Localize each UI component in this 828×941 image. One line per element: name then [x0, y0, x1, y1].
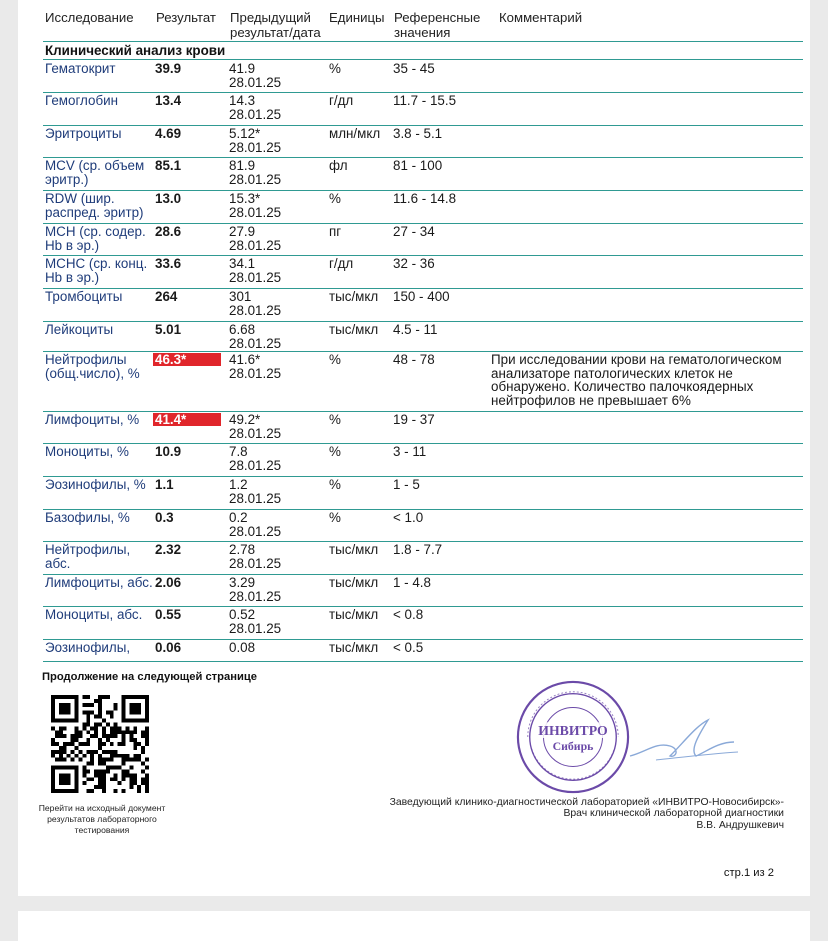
result-value: 0.06 [155, 640, 182, 655]
previous-date: 28.01.25 [229, 171, 282, 187]
test-name: RDW (шир. распред. эритр) [45, 191, 144, 220]
previous-result [229, 323, 321, 351]
result-value: 28.6 [155, 224, 182, 239]
previous-result [229, 413, 321, 441]
reference-range: < 0.5 [393, 640, 424, 655]
unit: % [329, 510, 341, 525]
reference-range: 11.7 - 15.5 [393, 93, 457, 108]
test-name: Лимфоциты, абс. [45, 575, 153, 590]
unit: тыс/мкл [329, 322, 379, 337]
previous-value: 3.29 [229, 575, 256, 590]
stamp-text-2: Сибирь [552, 738, 594, 753]
previous-date: 28.01.25 [229, 457, 282, 473]
qr-caption: Перейти на исходный документ результатов лабораторного тестирования [38, 803, 166, 835]
previous-value: 81.9 [229, 158, 256, 173]
page-number: стр.1 из 2 [723, 867, 774, 879]
table-row [43, 255, 803, 289]
result-value: 39.9 [155, 61, 182, 76]
table-row [43, 190, 803, 224]
result-value: 85.1 [155, 158, 182, 173]
table-row [43, 60, 803, 93]
reference-range: 19 - 37 [393, 412, 435, 427]
reference-range: 48 - 78 [393, 352, 435, 367]
previous-date: 28.01.25 [229, 269, 282, 285]
previous-value: 27.9 [229, 224, 256, 239]
unit: % [329, 61, 341, 76]
previous-result [229, 192, 321, 220]
test-name: Тромбоциты [45, 289, 123, 304]
header-reference: Референсные значения [394, 10, 481, 40]
table-row [43, 125, 803, 158]
previous-result [229, 257, 321, 285]
previous-value: 1.2 [229, 477, 248, 492]
table-row [43, 321, 803, 352]
previous-result [229, 94, 321, 122]
header-result: Результат [156, 10, 216, 25]
previous-value: 301 [229, 289, 252, 304]
previous-result [229, 159, 321, 187]
result-value: 2.32 [155, 542, 182, 557]
previous-date: 28.01.25 [229, 302, 282, 318]
reference-range: 32 - 36 [393, 256, 435, 271]
reference-range: 27 - 34 [393, 224, 435, 239]
result-value: 33.6 [155, 256, 182, 271]
test-name: Моноциты, абс. [45, 607, 143, 622]
unit: млн/мкл [329, 126, 381, 141]
table-row [43, 157, 803, 191]
table-row [43, 443, 803, 477]
previous-date: 28.01.25 [229, 335, 282, 351]
previous-result [229, 608, 321, 636]
test-name: Нейтрофилы, абс. [45, 542, 131, 571]
unit: % [329, 191, 341, 206]
unit: % [329, 477, 341, 492]
lab-head-title: Заведующий клинико-диагностической лабораторией «ИНВИТРО-Новосибирск»- [389, 797, 784, 808]
test-name: MCHC (ср. конц. Hb в эр.) [45, 256, 148, 285]
table-row [43, 288, 803, 322]
reference-range: < 1.0 [393, 510, 424, 525]
previous-result [229, 445, 321, 473]
reference-range: 1 - 4.8 [393, 575, 431, 590]
previous-value: 7.8 [229, 444, 248, 459]
unit: тыс/мкл [329, 542, 379, 557]
continuation-note: Продолжение на следующей странице [42, 671, 257, 683]
previous-date: 28.01.25 [229, 204, 282, 220]
table-row [43, 223, 803, 256]
header-comment: Комментарий [499, 10, 583, 25]
test-name: Лимфоциты, % [45, 412, 140, 427]
previous-date: 28.01.25 [229, 490, 282, 506]
stamp-text-1: ИНВИТРО [538, 723, 608, 739]
test-name: Гемоглобин [45, 93, 119, 108]
previous-value: 34.1 [229, 256, 256, 271]
result-value: 5.01 [155, 322, 182, 337]
unit: % [329, 444, 341, 459]
reference-range: 35 - 45 [393, 61, 435, 76]
unit: тыс/мкл [329, 640, 379, 655]
unit: пг [329, 224, 342, 239]
previous-date: 28.01.25 [229, 523, 282, 539]
result-value: 0.3 [155, 510, 174, 525]
previous-value: 5.12* [229, 126, 261, 141]
reference-range: 81 - 100 [393, 158, 443, 173]
reference-range: 3 - 11 [393, 444, 427, 459]
previous-result [229, 127, 321, 155]
header-study: Исследование [45, 10, 134, 25]
stamp-seal-icon [514, 678, 632, 796]
test-name: Эозинофилы, [45, 640, 131, 655]
previous-result [229, 543, 321, 571]
unit: г/дл [329, 256, 354, 271]
result-value: 41.4* [153, 413, 221, 426]
unit: % [329, 352, 341, 367]
previous-value: 0.52 [229, 607, 256, 622]
previous-value: 49.2* [229, 412, 261, 427]
table-row [43, 351, 803, 412]
previous-result [229, 576, 321, 604]
test-name: Лейкоциты [45, 322, 114, 337]
previous-date: 28.01.25 [229, 365, 282, 381]
next-page-edge [18, 911, 810, 941]
previous-value: 15.3* [229, 191, 261, 206]
table-row [43, 541, 803, 575]
unit: г/дл [329, 93, 354, 108]
signature-icon [626, 712, 746, 772]
result-value: 4.69 [155, 126, 182, 141]
qr-code-icon[interactable] [50, 695, 150, 793]
doctor-title: Врач клинической лабораторной диагностики [563, 808, 784, 820]
result-value: 13.4 [155, 93, 182, 108]
table-row [43, 509, 803, 542]
report-page [18, 0, 810, 896]
test-name: Эритроциты [45, 126, 122, 141]
test-name: Моноциты, % [45, 444, 129, 459]
table-row [43, 606, 803, 640]
previous-value: 0.2 [229, 510, 248, 525]
table-row [43, 92, 803, 126]
test-name: MCV (ср. объем эритр.) [45, 158, 145, 187]
unit: тыс/мкл [329, 289, 379, 304]
previous-value: 6.68 [229, 322, 256, 337]
previous-date: 28.01.25 [229, 237, 282, 253]
reference-range: 4.5 - 11 [393, 322, 438, 337]
result-value: 1.1 [155, 477, 174, 492]
test-name: Базофилы, % [45, 510, 130, 525]
test-name: MCH (ср. содер. Hb в эр.) [45, 224, 146, 253]
unit: тыс/мкл [329, 575, 379, 590]
previous-date: 28.01.25 [229, 620, 282, 636]
table-row [43, 476, 803, 510]
previous-date: 28.01.25 [229, 139, 282, 155]
previous-result [229, 478, 321, 506]
comment: При исследовании крови на гематологическом анализаторе патологических клеток не обнаружено. Количество палочкоядерных нейтрофилов не превышает 6% [491, 352, 782, 408]
reference-range: 1 - 5 [393, 477, 420, 492]
previous-value: 2.78 [229, 542, 256, 557]
header-previous: Предыдущий результат/дата [230, 10, 321, 40]
previous-result [229, 641, 321, 655]
test-name: Гематокрит [45, 61, 116, 76]
previous-date: 28.01.25 [229, 425, 282, 441]
unit: % [329, 412, 341, 427]
reference-range: 150 - 400 [393, 289, 450, 304]
result-value: 10.9 [155, 444, 182, 459]
previous-date: 28.01.25 [229, 74, 282, 90]
previous-value: 14.3 [229, 93, 256, 108]
previous-result [229, 290, 321, 318]
previous-date: 28.01.25 [229, 555, 282, 571]
previous-result [229, 511, 321, 539]
unit: фл [329, 158, 348, 173]
previous-value: 41.6* [229, 352, 261, 367]
header-divider [43, 41, 803, 42]
previous-result [229, 225, 321, 253]
previous-result [229, 353, 321, 381]
test-name: Нейтрофилы (общ.число), % [45, 352, 140, 381]
reference-range: 3.8 - 5.1 [393, 126, 443, 141]
previous-date: 28.01.25 [229, 106, 282, 122]
reference-range: 1.8 - 7.7 [393, 542, 443, 557]
test-name: Эозинофилы, % [45, 477, 146, 492]
previous-result [229, 62, 321, 90]
reference-range: 11.6 - 14.8 [393, 191, 457, 206]
reference-range: < 0.8 [393, 607, 424, 622]
result-value: 0.55 [155, 607, 182, 622]
previous-value: 41.9 [229, 61, 256, 76]
unit: тыс/мкл [329, 607, 379, 622]
doctor-name: В.В. Андрушкевич [696, 819, 784, 831]
header-units: Единицы [329, 10, 385, 25]
result-value: 264 [155, 289, 178, 304]
result-value: 13.0 [155, 191, 182, 206]
previous-value: 0.08 [229, 640, 256, 655]
signature-block [358, 797, 784, 831]
result-value: 46.3* [153, 353, 221, 366]
previous-date: 28.01.25 [229, 588, 282, 604]
section-title: Клинический анализ крови [45, 43, 226, 58]
table-row [43, 574, 803, 607]
table-row [43, 639, 803, 662]
table-row [43, 411, 803, 444]
result-value: 2.06 [155, 575, 182, 590]
